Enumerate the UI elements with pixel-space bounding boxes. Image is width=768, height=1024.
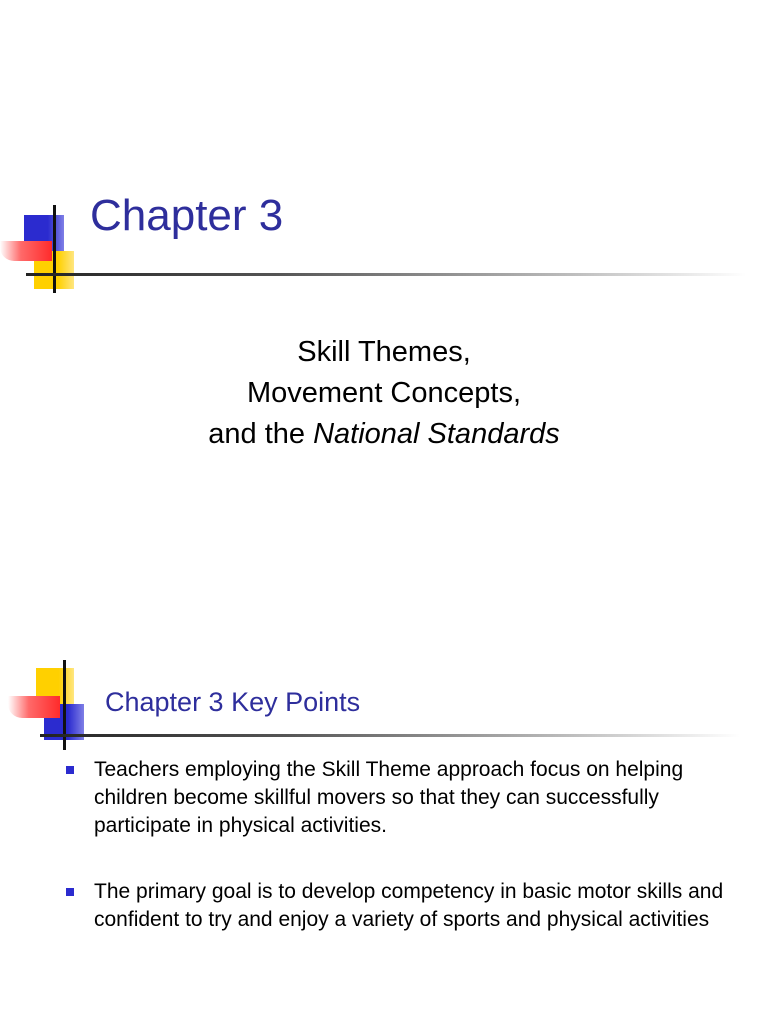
logo-vertical-line [53,205,56,293]
square-bullet-icon [66,766,74,774]
bullet-text: The primary goal is to develop competency in basic motor skills and confident to try and enjoy a variety of sports and physical activities [94,880,724,931]
list-item [66,756,726,840]
logo-red-bar [8,696,60,718]
subtitle-line-1: Skill Themes, [297,336,471,368]
slide-title: Chapter 3 [90,191,284,240]
subtitle-line-3-prefix: and the [208,418,314,450]
slide-title: Chapter 3 Key Points [105,687,361,717]
title-underline [26,273,746,276]
subtitle-line-2: Movement Concepts, [246,377,521,409]
slide-logo-graphic [0,660,100,755]
bullet-text: Teachers employing the Skill Theme approach focus on helping children become skillful movers so that they can successfully participate in physical activities. [94,758,684,837]
key-points-slide [0,512,768,1024]
title-underline [40,734,740,737]
logo-red-bar [0,241,52,261]
slide-logo-graphic [0,205,100,295]
list-item [66,878,726,934]
subtitle-line-3-italic: National Standards [313,418,560,450]
bullet-list [66,756,726,972]
slide-subtitle [0,332,768,455]
square-bullet-icon [66,888,74,896]
